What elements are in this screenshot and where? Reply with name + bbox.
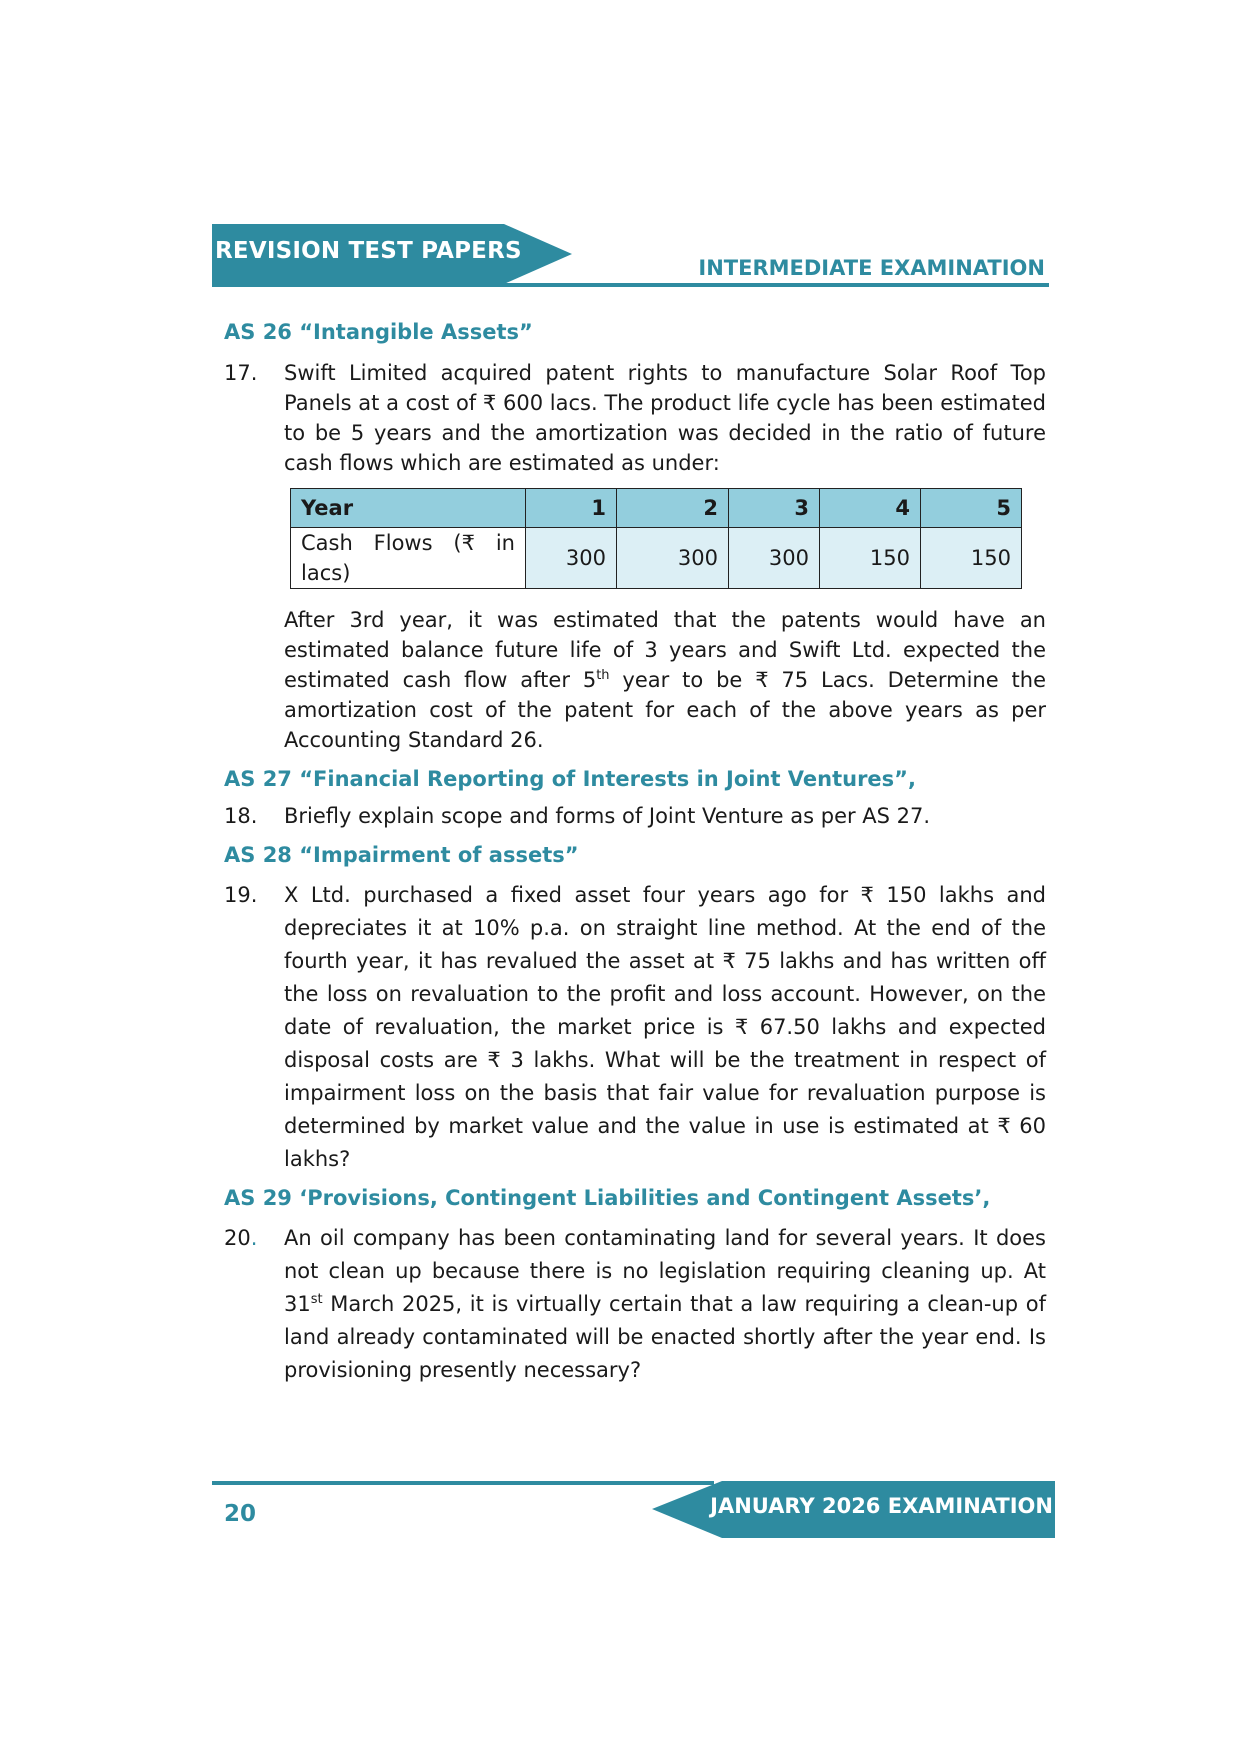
question-body: [284, 879, 1046, 1176]
question-number: 17.: [224, 361, 258, 385]
header-exam-title: INTERMEDIATE EXAMINATION: [698, 256, 1045, 280]
table-cell: 300: [526, 528, 617, 589]
footer-rule: [212, 1481, 714, 1485]
table-header-year: 1: [526, 489, 617, 528]
superscript: st: [310, 1292, 323, 1307]
table-row-label: Cash Flows (₹ in lacs): [291, 528, 526, 589]
question-followup: [284, 605, 1046, 755]
question-number: 18.: [224, 804, 258, 828]
table-row: [291, 528, 1022, 589]
question-number: [224, 1222, 284, 1387]
question-18: [224, 801, 1046, 831]
table-cell: 150: [820, 528, 921, 589]
table-cell: 150: [921, 528, 1022, 589]
text-run: 20: [224, 1226, 251, 1250]
header-banner-title: REVISION TEST PAPERS: [215, 238, 522, 264]
question-17: [224, 358, 1046, 755]
cash-flow-table: [290, 488, 1022, 589]
table-header-year: 2: [617, 489, 729, 528]
page-number: 20: [224, 1501, 257, 1527]
question-body: [284, 358, 1046, 755]
question-text: X Ltd. purchased a fixed asset four years ago for ₹ 150 lakhs and depreciates it at 10% p.a. on straight line method. At the end of the fourth year, it has revalued the asset at ₹ 75 lakhs and has written off the loss on revaluation to the profit and loss account. However, on the date of revaluation, the market price is ₹ 67.50 lakhs and expected disposal costs are ₹ 3 lakhs. What will be the treatment in respect of impairment loss on the basis that fair value for revaluation purpose is determined by market value and the value in use is estimated at ₹ 60 lakhs?: [284, 883, 1046, 1171]
table-header-label: Year: [291, 489, 526, 528]
section-title-as29: AS 29 ‘Provisions, Contingent Liabilities and Contingent Assets’,: [224, 1186, 991, 1210]
question-text: Briefly explain scope and forms of Joint Venture as per AS 27.: [284, 804, 931, 828]
table-cell: 300: [617, 528, 729, 589]
section-title-as28: AS 28 “Impairment of assets”: [224, 843, 579, 867]
text-run: March 2025, it is virtually certain that a law requiring a clean-up of land already contaminated will be enacted shortly after the year end. Is provisioning presently necessary?: [284, 1292, 1046, 1382]
question-20: [224, 1222, 1046, 1387]
table-header-year: 3: [729, 489, 820, 528]
question-text: Swift Limited acquired patent rights to manufacture Solar Roof Top Panels at a cost of ₹ 600 lacs. The product life cycle has been estimated to be 5 years and the amortization was decided in the ratio of future cash flows which are estimated as under:: [284, 361, 1046, 475]
text-run: year to be ₹ 75 Lacs. Determine the amortization cost of the patent for each of the above years as per Accounting Standard 26.: [284, 668, 1046, 752]
table-header-year: 5: [921, 489, 1022, 528]
text-run: After 3rd year, it was estimated that the patents would have an estimated balance future life of 3 years and Swift Ltd. expected the estimated cash flow after 5: [284, 608, 1046, 692]
question-body: [284, 801, 1046, 831]
table-cell: 300: [729, 528, 820, 589]
footer-exam-title: JANUARY 2026 EXAMINATION: [710, 1494, 1053, 1518]
header-rule: [212, 283, 1049, 287]
page-content: [224, 320, 1046, 1387]
section-title-as26: AS 26 “Intangible Assets”: [224, 320, 533, 344]
text-run: An oil company has been contaminating land for several years. It does not clean up because there is no legislation requiring cleaning up. At 31: [284, 1226, 1046, 1316]
question-19: [224, 879, 1046, 1176]
question-text: [284, 1222, 1046, 1387]
table-header-year: 4: [820, 489, 921, 528]
question-body: [284, 1222, 1046, 1387]
superscript: th: [596, 668, 610, 683]
table-header-row: [291, 489, 1022, 528]
section-title-as27: AS 27 “Financial Reporting of Interests in Joint Ventures”,: [224, 767, 916, 791]
question-number: 19.: [224, 883, 258, 907]
text-run: .: [250, 1226, 258, 1250]
